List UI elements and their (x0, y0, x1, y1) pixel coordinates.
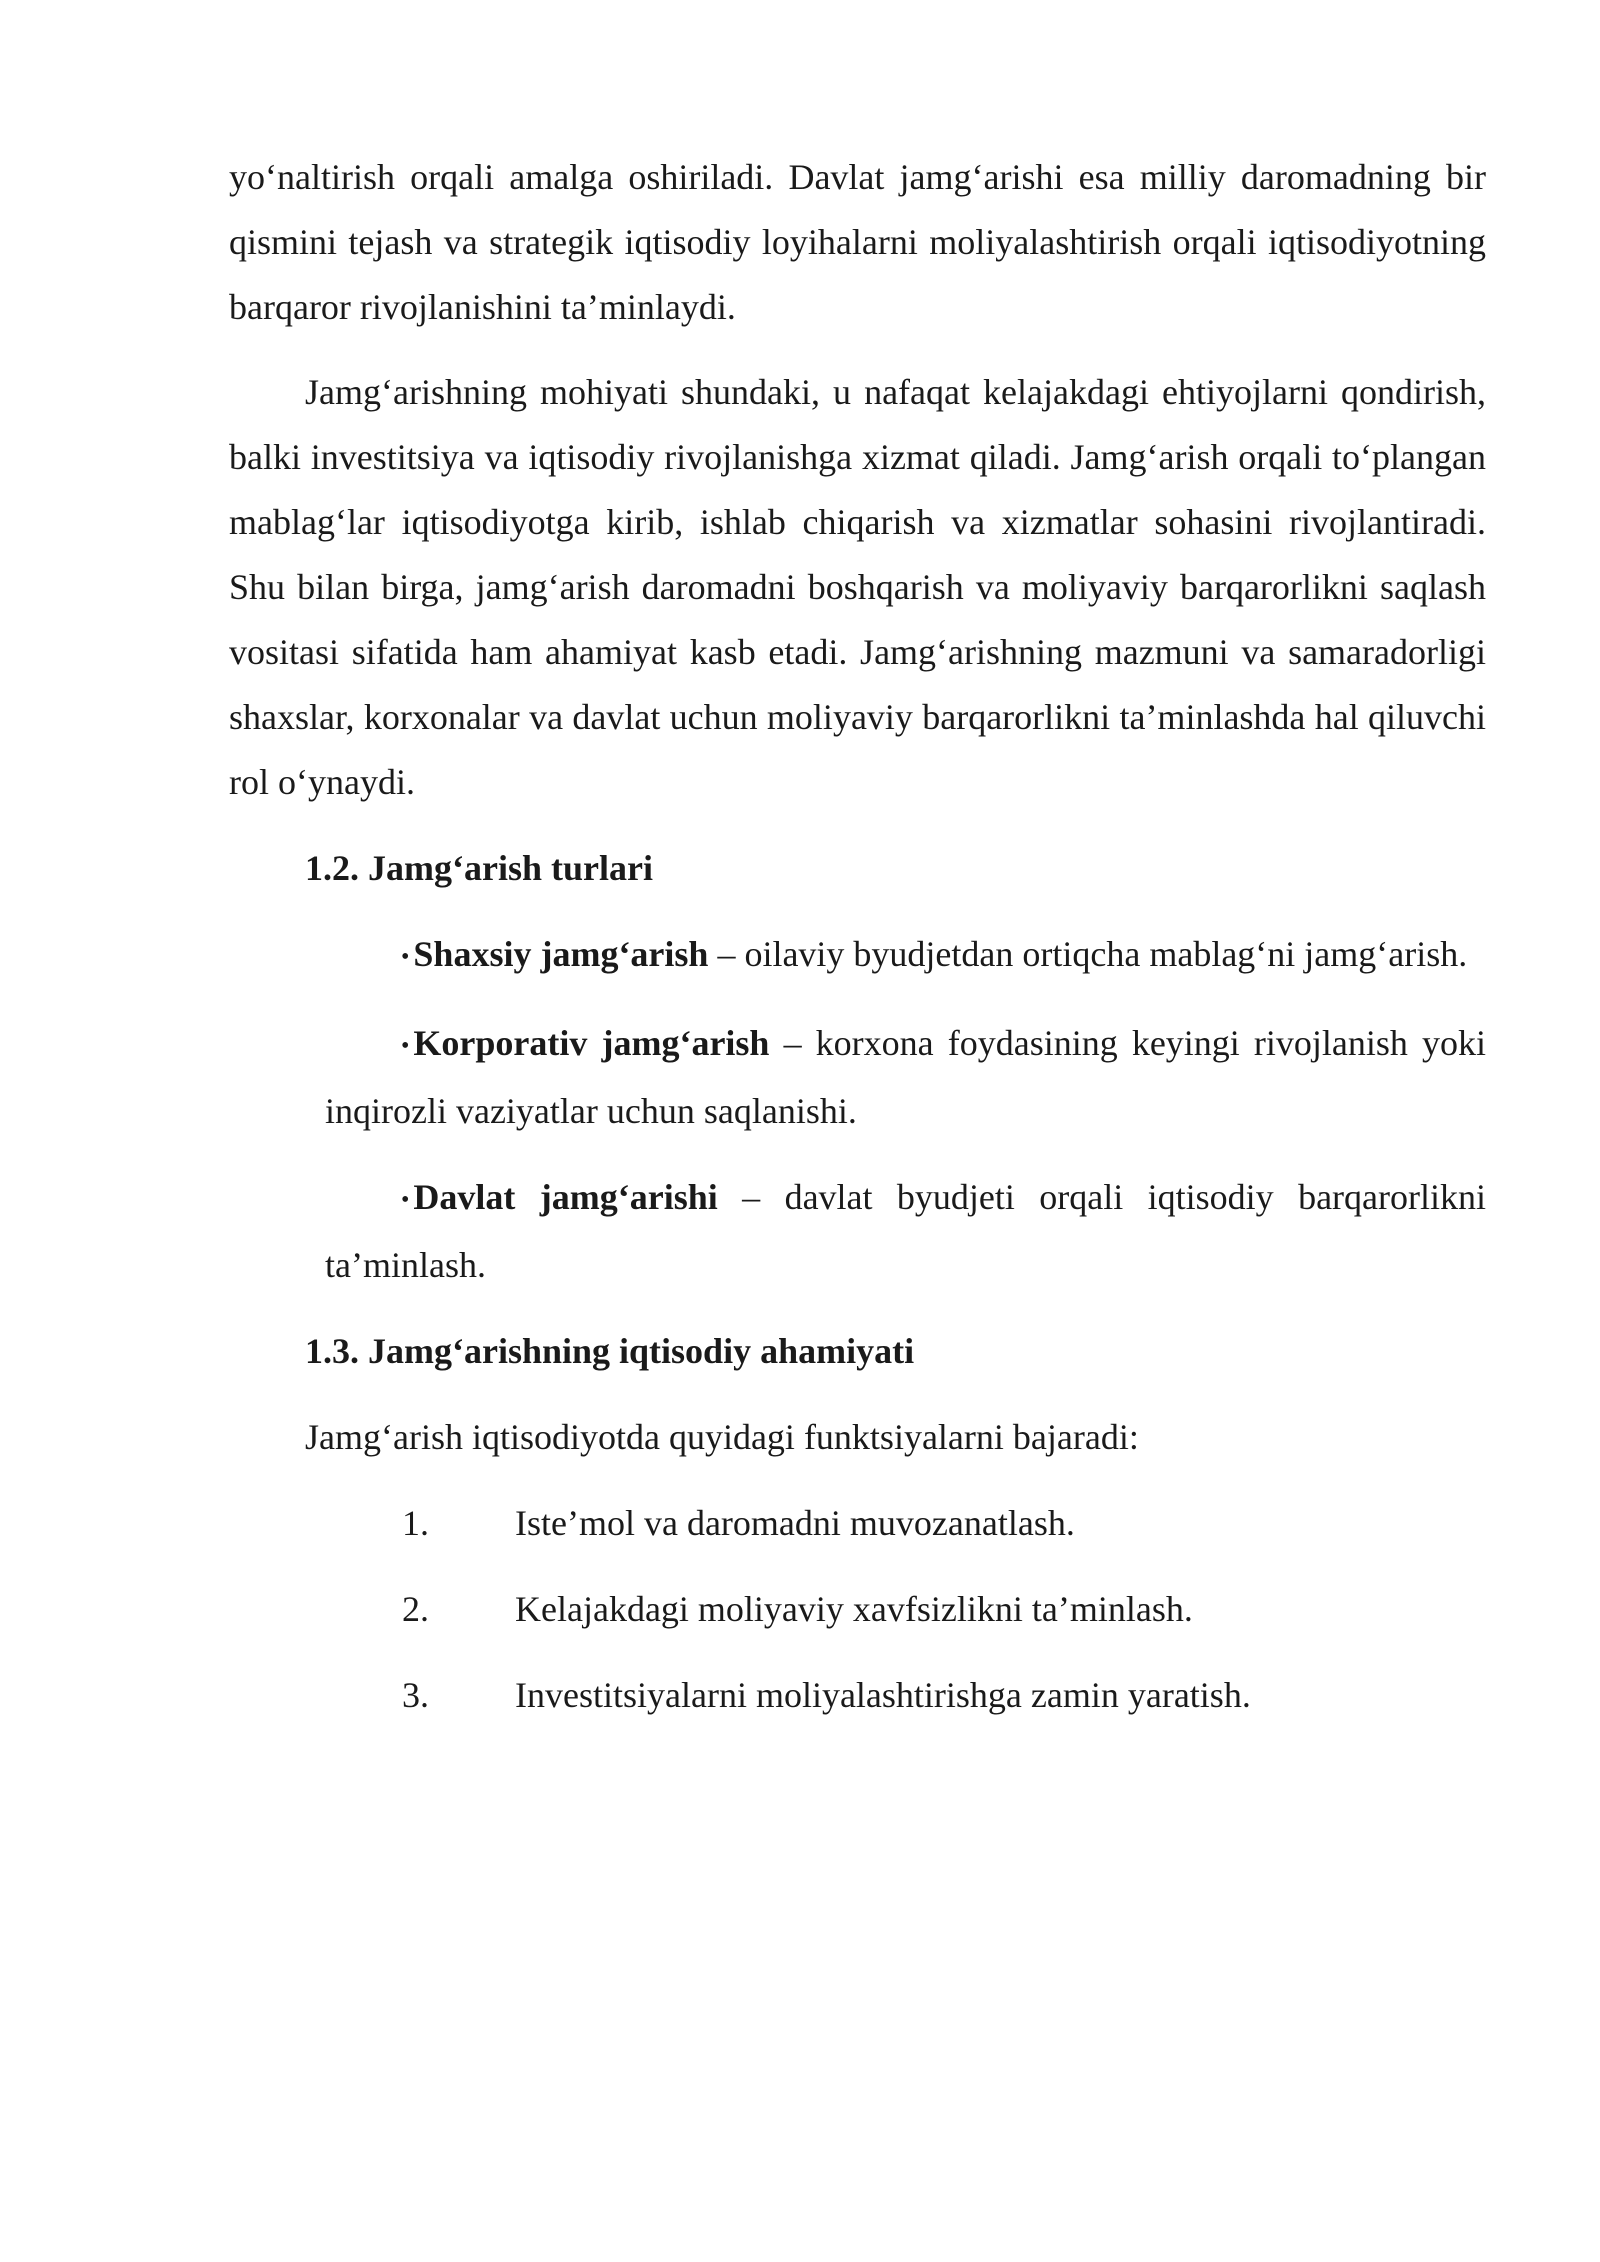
numbered-item (229, 1663, 1486, 1728)
bullet-item (229, 1011, 1486, 1144)
item-number: 1. (402, 1503, 429, 1543)
bullet-description: – oilaviy byudjetdan ortiqcha mablag‘ni jamg‘arish. (708, 934, 1468, 974)
paragraph-continuation: yo‘naltirish orqali amalga oshiriladi. Davlat jamg‘arishi esa milliy daromadning bir qismini tejash va strategik iqtisodiy loyihalarni moliyalashtirish orqali iqtisodiyotning barqaror rivojlanishini ta’minlaydi. (229, 157, 1486, 327)
document-body (229, 145, 1486, 1749)
section-heading-importance: 1.3. Jamg‘arishning iqtisodiy ahamiyati (305, 1331, 915, 1371)
item-number: 3. (402, 1675, 429, 1715)
numbered-item (229, 1577, 1486, 1642)
bullet-term: Shaxsiy jamg‘arish (413, 934, 709, 974)
bullet-item (229, 922, 1486, 990)
bullet-term: Davlat jamg‘arishi (413, 1177, 718, 1217)
item-text: Kelajakdagi moliyaviy xavfsizlikni ta’minlash. (515, 1589, 1193, 1629)
bullet-icon: • (401, 1187, 410, 1213)
paragraph-essence: Jamg‘arishning mohiyati shundaki, u nafaqat kelajakdagi ehtiyojlarni qondirish, balki investitsiya va iqtisodiy rivojlanishga xizmat qiladi. Jamg‘arish orqali to‘plangan mablag‘lar iqtisodiyotga kirib, ishlab chiqarish va xizmatlar sohasini rivojlantiradi. Shu bilan birga, jamg‘arish daromadni boshqarish va moliyaviy barqarorlikni saqlash vositasi sifatida ham ahamiyat kasb etadi. Jamg‘arishning mazmuni va samaradorligi shaxslar, korxonalar va davlat uchun moliyaviy barqarorlikni ta’minlashda hal qiluvchi rol o‘ynaydi. (229, 372, 1486, 802)
bullet-item (229, 1165, 1486, 1298)
bullet-description: – davlat byudjeti orqali iqtisodiy barqarorlikni ta’minlash. (325, 1177, 1486, 1285)
numbered-item (229, 1491, 1486, 1556)
bullet-description: – korxona foydasining keyingi rivojlanish yoki inqirozli vaziyatlar uchun saqlanishi. (325, 1023, 1487, 1131)
bullet-icon: • (401, 1033, 410, 1059)
bullet-term: Korporativ jamg‘arish (413, 1023, 770, 1063)
list-intro: Jamg‘arish iqtisodiyotda quyidagi funktsiyalarni bajaradi: (305, 1417, 1139, 1457)
item-number: 2. (402, 1589, 429, 1629)
item-text: Investitsiyalarni moliyalashtirishga zamin yaratish. (515, 1675, 1251, 1715)
bullet-icon: • (401, 944, 410, 970)
item-text: Iste’mol va daromadni muvozanatlash. (515, 1503, 1075, 1543)
section-heading-types: 1.2. Jamg‘arish turlari (305, 848, 653, 888)
